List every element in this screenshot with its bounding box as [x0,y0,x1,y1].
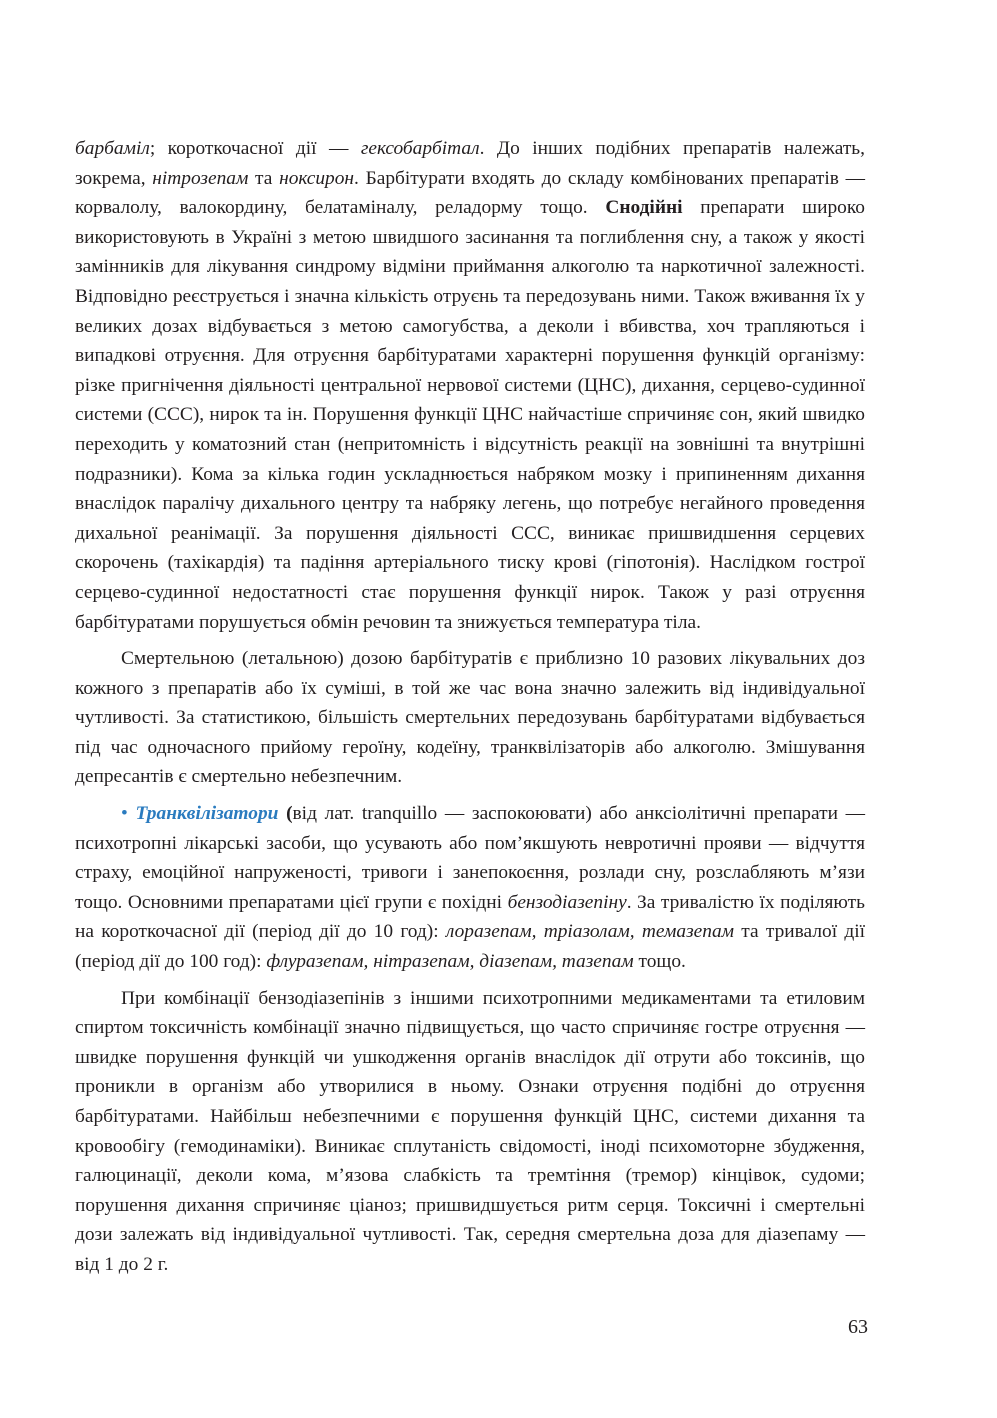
text-run: . Барбітурати входять до складу комбінованих препаратів — корвалолу, валокордину, белатаміналу, реладорму тощо. [75,167,865,219]
paragraph-barbiturates [75,134,865,637]
page-number: 63 [848,1316,868,1338]
italic-term: барбаміл [75,138,150,159]
text-run: тощо. [633,951,686,973]
italic-term: флуразепам, нітразепам, діазепам, тазепам [266,951,634,973]
italic-term: лоразепам, тріазолам, темазепам [445,921,735,943]
text-run: . До інших подібних препаратів належать, зокрема, [75,138,865,189]
italic-term: нітрозепам [152,167,249,189]
text-run: . За тривалістю їх поділяють на короткочасної дії (період дії до 10 год): [75,891,865,943]
text-run: препарати широко використовують в Україні з метою швидшого засинання та поглиблення сну, а також у якості замінників для лікування синдрому відміни приймання алкоголю та наркотичної залежності. Відповідно реєструється і значна кількість отруєнь та передозувань ними. Також вживання їх у великих дозах відбувається з метою самогубства, а деколи і вбивства, хоч трапляються і випадкові отруєння. Для отруєння барбітуратами характерні порушення функцій організму: різке пригнічення діяльності центральної нервової системи (ЦНС), дихання, серцево-судинної системи (ССС), нирок та ін. Порушення функції ЦНС найчастіше спричиняє сон, який швидко переходить у коматозний стан (непритомність і відсутність реакції на зовнішні та внутрішні подразники). Кома за кілька годин ускладнюється набряком мозку і припиненням дихання внаслідок паралічу дихального центру та набряку легень, що потребує негайного проведення дихальної реанімації. За порушення діяльності ССС, виникає пришвидшення серцевих скорочень (тахікардія) та падіння артеріального тиску крові (гіпотонія). Наслідком гострої серцево-судинної недостатності стає порушення функції нирок. Також у разі отруєння барбітуратами порушується обмін речовин та знижується температура тіла. [75,197,866,633]
bold-term: Снодійні [605,197,683,219]
paragraph-benzodiazepine-combination [75,984,865,1280]
text-run: Смертельною (летальною) дозою барбітуратів є приблизно 10 разових лікувальних доз кожного з препаратів або їх суміші, в той же час вона значно залежить від індивідуальної чутливості. За статистикою, більшість смертельних передозувань барбітуратами відбувається під час одночасного прийому героїну, кодеїну, транквілізаторів або алкоголю. Змішування депресантів є смертельно небезпечним. [75,648,865,788]
bullet-icon: • [121,803,128,825]
text-run: ; короткочасної дії — [149,138,361,159]
text-run: від лат. tranquillo — заспокоювати) або анксіолітичні препарати — психотропні лікарські засоби, що усувають або пом’якшують невротичні прояви — відчуття страху, емоційної напруженості, тривоги і занепокоєння, розлади сну, розслабляють м’язи тощо. Основними препаратами цієї групи є похідні [75,803,865,913]
paragraph-tranquilizers [75,799,865,977]
text-run: та [248,167,280,189]
italic-term: ноксирон [279,167,355,189]
text-run: та тривалої дії (період дії до 100 год): [75,921,865,973]
italic-term: гексобарбітал [360,138,480,159]
section-term: Транквілізатори [135,803,279,825]
text-run: При комбінації бензодіазепінів з іншими психотропними медикаментами та етиловим спиртом токсичність комбінації значно підвищується, що часто спричиняє гостре отруєння — швидке порушення функцій чи ушкодження органів внаслідок дії отрути або токсинів, що проникли в організм або утворилися в ньому. Ознаки отруєння подібні до отруєння барбітуратами. Найбільш небезпечними є порушення функцій ЦНС, системи дихання та кровообігу (гемодинаміки). Виникає сплутаність свідомості, іноді психомоторне збудження, галюцинації, деколи кома, м’язова слабкість та тремтіння (тремор) кінцівок, судоми; порушення дихання спричиняє ціаноз; пришвидшується ритм серця. Токсичні і смертельні дози залежать від індивідуальної чутливості. Так, середня смертельна доза для діазепаму — від 1 до 2 г. [75,987,865,1275]
body-text [75,134,865,1280]
italic-term: бензодіазепіну [507,891,627,913]
bold-term: ( [278,803,293,825]
paragraph-lethal-dose [75,644,865,792]
